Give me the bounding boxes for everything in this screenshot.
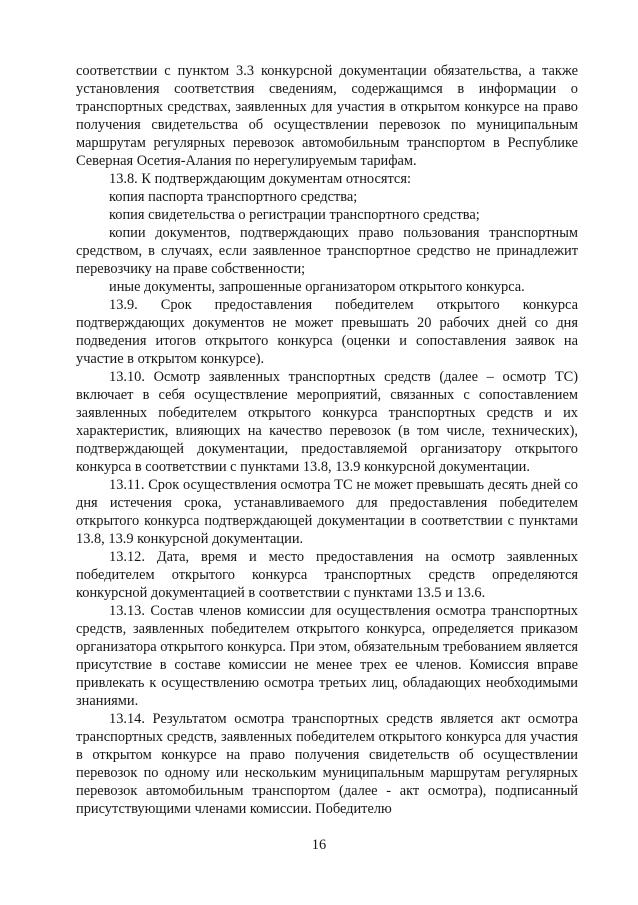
paragraph-continuation: соответствии с пунктом 3.3 конкурсной документации обязательства, а также установления соответствия сведениям, содержащимся в информации о транспортных средствах, заявленных для участия в открытом конкурсе на право получения свидетельства об осуществлении перевозок по муниципальным маршрутам регулярных перевозок автомобильным транспортом в Республике Северная Осетия-Алания по нерегулируемым тарифам. — [76, 63, 578, 169]
page-number: 16 — [311, 837, 327, 853]
paragraph-13-14: 13.14. Результатом осмотра транспортных средств является акт осмотра транспортных средств, заявленных победителем открытого конкурса для участия в открытом конкурсе на право получения свидетельств об осуществлении перевозок по одному или нескольким муниципальным маршрутам регулярных перевозок автомобильным транспортом (далее - акт осмотра), подписанный присутствующими членами комиссии. Победителю — [76, 711, 578, 817]
paragraph-13-13: 13.13. Состав членов комиссии для осуществления осмотра транспортных средств, заявленных победителем открытого конкурса, определяется приказом организатора открытого конкурса. При этом, обязательным требованием является присутствие в составе комиссии не менее трех ее членов. Комиссия вправе привлекать к осуществлению осмотра третьих лиц, обладающих необходимыми знаниями. — [76, 603, 578, 709]
list-item-registration: копия свидетельства о регистрации транспортного средства; — [109, 207, 480, 223]
paragraph-13-10: 13.10. Осмотр заявленных транспортных средств (далее – осмотр ТС) включает в себя осуществление мероприятий, связанных с сопоставлением заявленных победителем открытого конкурса транспортных средств и их характеристик, влияющих на качество перевозок (в том числе, технических), подтверждающей документации, предоставляемой организатору открытого конкурса в соответствии с пунктами 13.8, 13.9 конкурсной документации. — [76, 369, 578, 475]
document-page — [76, 62, 578, 818]
paragraph-13-12: 13.12. Дата, время и место предоставления на осмотр заявленных победителем открытого конкурса транспортных средств определяются конкурсной документацией в соответствии с пунктами 13.5 и 13.6. — [76, 549, 578, 601]
list-item-passport: копия паспорта транспортного средства; — [109, 189, 358, 205]
list-item-usage-rights: копии документов, подтверждающих право пользования транспортным средством, в случаях, если заявленное транспортное средство не принадлежит перевозчику на праве собственности; — [76, 225, 578, 277]
paragraph-13-9: 13.9. Срок предоставления победителем открытого конкурса подтверждающих документов не может превышать 20 рабочих дней со дня подведения итогов открытого конкурса (оценки и сопоставления заявок на участие в открытом конкурсе). — [76, 297, 578, 367]
paragraph-13-11: 13.11. Срок осуществления осмотра ТС не может превышать десять дней со дня истечения срока, устанавливаемого для предоставления победителем открытого конкурса подтверждающей документации в соответствии с пунктами 13.8, 13.9 конкурсной документации. — [76, 477, 578, 547]
list-item-other-documents: иные документы, запрошенные организатором открытого конкурса. — [109, 279, 525, 295]
paragraph-13-8: 13.8. К подтверждающим документам относятся: — [109, 171, 411, 187]
